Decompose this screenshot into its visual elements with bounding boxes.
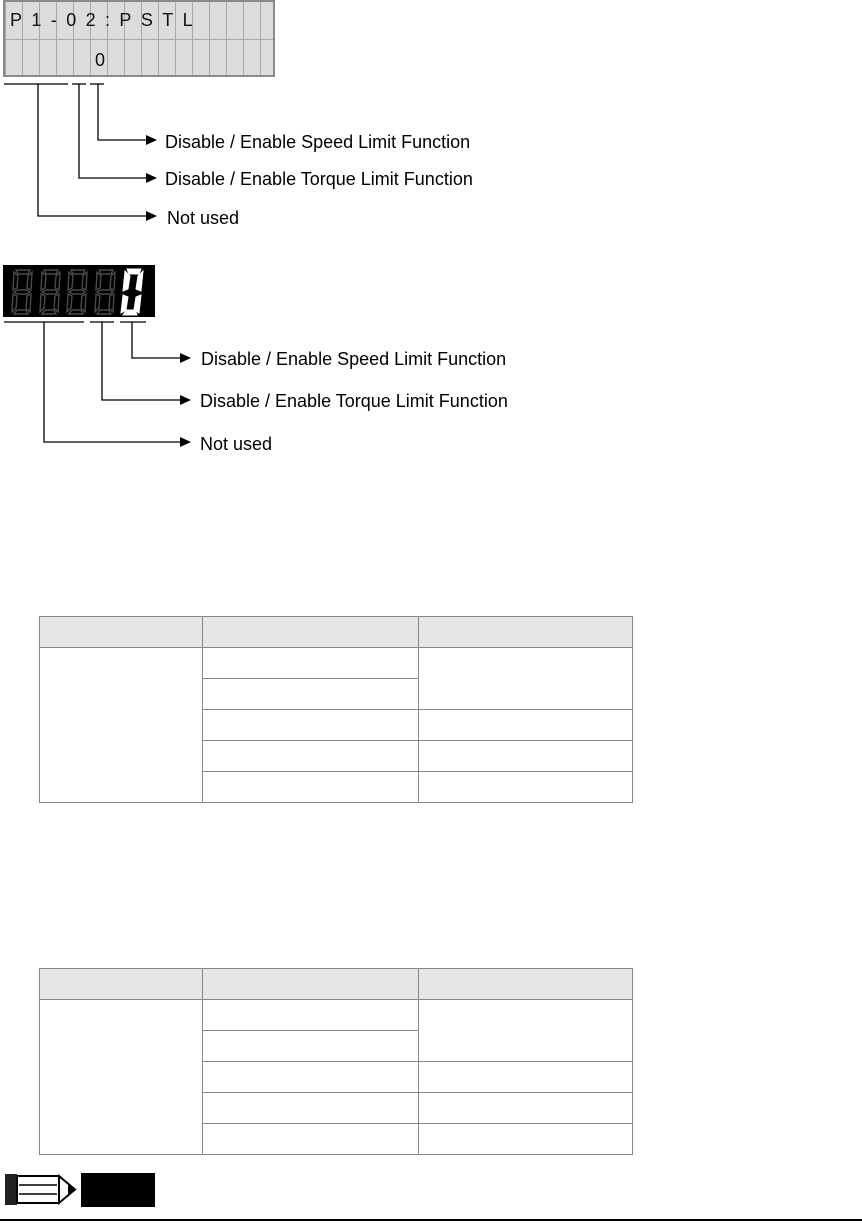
table-cell (419, 1124, 633, 1155)
diagram2-label-torque: Disable / Enable Torque Limit Function (200, 391, 508, 411)
seven-segment-display (3, 265, 155, 317)
lcd-line-2: 0 (95, 50, 115, 70)
table-2-header-cell (40, 969, 203, 1000)
diagram1-label-speed: Disable / Enable Speed Limit Function (165, 132, 471, 152)
table-cell (203, 1124, 419, 1155)
table-cell (203, 648, 419, 679)
table-2 (39, 968, 633, 1155)
table-1 (39, 616, 633, 803)
seven-segment-digits (3, 265, 155, 317)
table-cell (203, 741, 419, 772)
table-cell (419, 1062, 633, 1093)
table-1-header-cell (203, 617, 419, 648)
table-cell (419, 710, 633, 741)
table-cell (203, 1062, 419, 1093)
table-2-merged-cell (419, 1000, 633, 1062)
table-1-header-cell (419, 617, 633, 648)
table-cell (419, 772, 633, 803)
footer-divider (0, 1219, 862, 1221)
lcd-line-1: P1-02:PSTL (10, 10, 203, 30)
diagram2-label-speed: Disable / Enable Speed Limit Function (201, 349, 507, 369)
table-row (40, 1000, 633, 1031)
table-cell (203, 1093, 419, 1124)
table-cell (419, 1093, 633, 1124)
diagram2-label-not-used: Not used (200, 434, 273, 454)
table-cell (203, 772, 419, 803)
table-1-merged-cell (419, 648, 633, 710)
table-1-header-row (40, 617, 633, 648)
table-cell (203, 1000, 419, 1031)
table-1-merged-cell (40, 648, 203, 803)
table-cell (203, 710, 419, 741)
diagram1-connectors (0, 80, 160, 230)
table-row (40, 648, 633, 679)
table-cell (203, 679, 419, 710)
table-2-header-cell (203, 969, 419, 1000)
table-2-header-cell (419, 969, 633, 1000)
table-cell (419, 741, 633, 772)
lcd-display (3, 0, 275, 77)
seven-segment-digit-zero (121, 269, 143, 315)
pencil-note-icon (5, 1172, 155, 1207)
diagram1-label-not-used: Not used (167, 208, 240, 228)
diagram1-label-torque: Disable / Enable Torque Limit Function (165, 169, 473, 189)
table-2-merged-cell (40, 1000, 203, 1155)
table-cell (203, 1031, 419, 1062)
table-1-header-cell (40, 617, 203, 648)
table-2-header-row (40, 969, 633, 1000)
diagram2-connectors (0, 318, 195, 453)
